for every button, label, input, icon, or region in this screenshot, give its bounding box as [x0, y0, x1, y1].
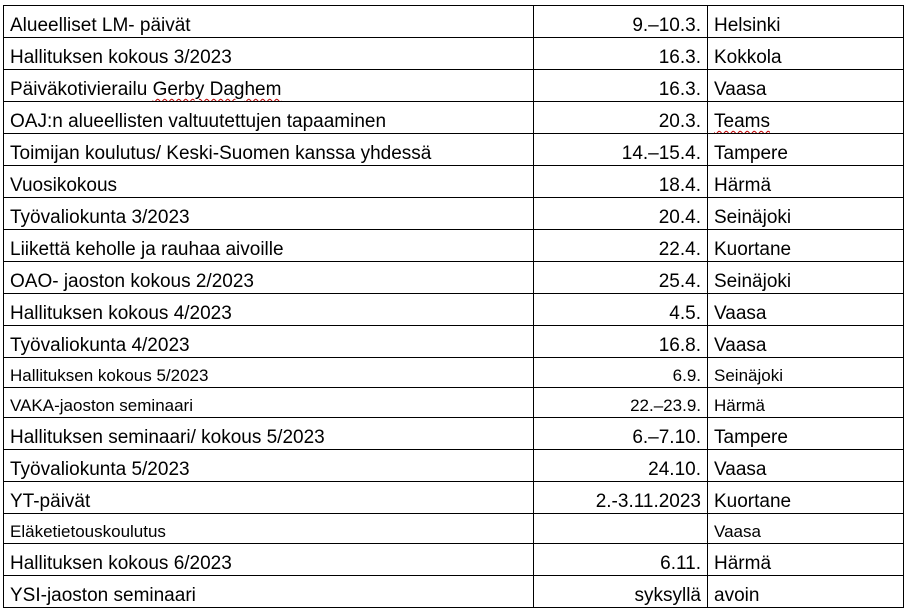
event-place	[708, 102, 904, 134]
table-row	[4, 514, 904, 544]
event-name: Hallituksen kokous 4/2023	[4, 294, 534, 326]
event-name: OAJ:n alueellisten valtuutettujen tapaaminen	[4, 102, 534, 134]
event-name-text: Päiväkotivierailu	[10, 79, 153, 100]
event-date: 16.3.	[534, 70, 708, 102]
event-place: Vaasa	[708, 326, 904, 358]
event-name: Työvaliokunta 5/2023	[4, 450, 534, 482]
event-name: Liikettä keholle ja rauhaa aivoille	[4, 230, 534, 262]
table-row	[4, 450, 904, 482]
table-row	[4, 482, 904, 514]
table-row	[4, 576, 904, 608]
event-date: 20.4.	[534, 198, 708, 230]
event-place: Vaasa	[708, 294, 904, 326]
table-row	[4, 70, 904, 102]
event-name: Hallituksen kokous 6/2023	[4, 544, 534, 576]
event-date: 22.–23.9.	[534, 388, 708, 418]
event-name	[4, 70, 534, 102]
event-name: YSI-jaoston seminaari	[4, 576, 534, 608]
event-date: 9.–10.3.	[534, 6, 708, 38]
event-name: Toimijan koulutus/ Keski-Suomen kanssa yhdessä	[4, 134, 534, 166]
event-date: 6.9.	[534, 358, 708, 388]
table-row	[4, 102, 904, 134]
table-row	[4, 544, 904, 576]
table-row	[4, 230, 904, 262]
event-date: 18.4.	[534, 166, 708, 198]
event-date: 2.-3.11.2023	[534, 482, 708, 514]
event-date: 16.3.	[534, 38, 708, 70]
table-row	[4, 262, 904, 294]
event-name: VAKA-jaoston seminaari	[4, 388, 534, 418]
event-place: avoin	[708, 576, 904, 608]
event-place: Seinäjoki	[708, 262, 904, 294]
event-place: Härmä	[708, 166, 904, 198]
table-row	[4, 326, 904, 358]
table-row	[4, 38, 904, 70]
event-date: 14.–15.4.	[534, 134, 708, 166]
event-date: 22.4.	[534, 230, 708, 262]
event-name: Hallituksen seminaari/ kokous 5/2023	[4, 418, 534, 450]
event-name: Hallituksen kokous 5/2023	[4, 358, 534, 388]
event-name: Vuosikokous	[4, 166, 534, 198]
event-place: Tampere	[708, 418, 904, 450]
event-place: Helsinki	[708, 6, 904, 38]
table-row	[4, 418, 904, 450]
spellcheck-marked-text: Teams	[714, 111, 770, 132]
event-place: Härmä	[708, 388, 904, 418]
schedule-table	[3, 5, 904, 608]
event-place: Seinäjoki	[708, 358, 904, 388]
event-date: syksyllä	[534, 576, 708, 608]
table-row	[4, 358, 904, 388]
event-date: 20.3.	[534, 102, 708, 134]
spellcheck-marked-text: Gerby Daghem	[152, 79, 282, 100]
table-row	[4, 198, 904, 230]
event-date: 6.11.	[534, 544, 708, 576]
event-name: Eläketietouskoulutus	[4, 514, 534, 544]
table-row	[4, 388, 904, 418]
event-place: Kuortane	[708, 482, 904, 514]
event-date: 6.–7.10.	[534, 418, 708, 450]
event-place: Vaasa	[708, 514, 904, 544]
event-name: YT-päivät	[4, 482, 534, 514]
table-row	[4, 166, 904, 198]
event-date: 25.4.	[534, 262, 708, 294]
table-row	[4, 134, 904, 166]
event-place: Vaasa	[708, 70, 904, 102]
event-place: Kokkola	[708, 38, 904, 70]
event-date	[534, 514, 708, 544]
table-row	[4, 6, 904, 38]
event-place: Tampere	[708, 134, 904, 166]
event-place: Härmä	[708, 544, 904, 576]
event-name: Alueelliset LM- päivät	[4, 6, 534, 38]
event-date: 16.8.	[534, 326, 708, 358]
event-place: Seinäjoki	[708, 198, 904, 230]
event-name: Hallituksen kokous 3/2023	[4, 38, 534, 70]
event-name: OAO- jaoston kokous 2/2023	[4, 262, 534, 294]
table-row	[4, 294, 904, 326]
event-name: Työvaliokunta 3/2023	[4, 198, 534, 230]
event-name: Työvaliokunta 4/2023	[4, 326, 534, 358]
event-date: 4.5.	[534, 294, 708, 326]
event-place: Vaasa	[708, 450, 904, 482]
event-place: Kuortane	[708, 230, 904, 262]
event-date: 24.10.	[534, 450, 708, 482]
